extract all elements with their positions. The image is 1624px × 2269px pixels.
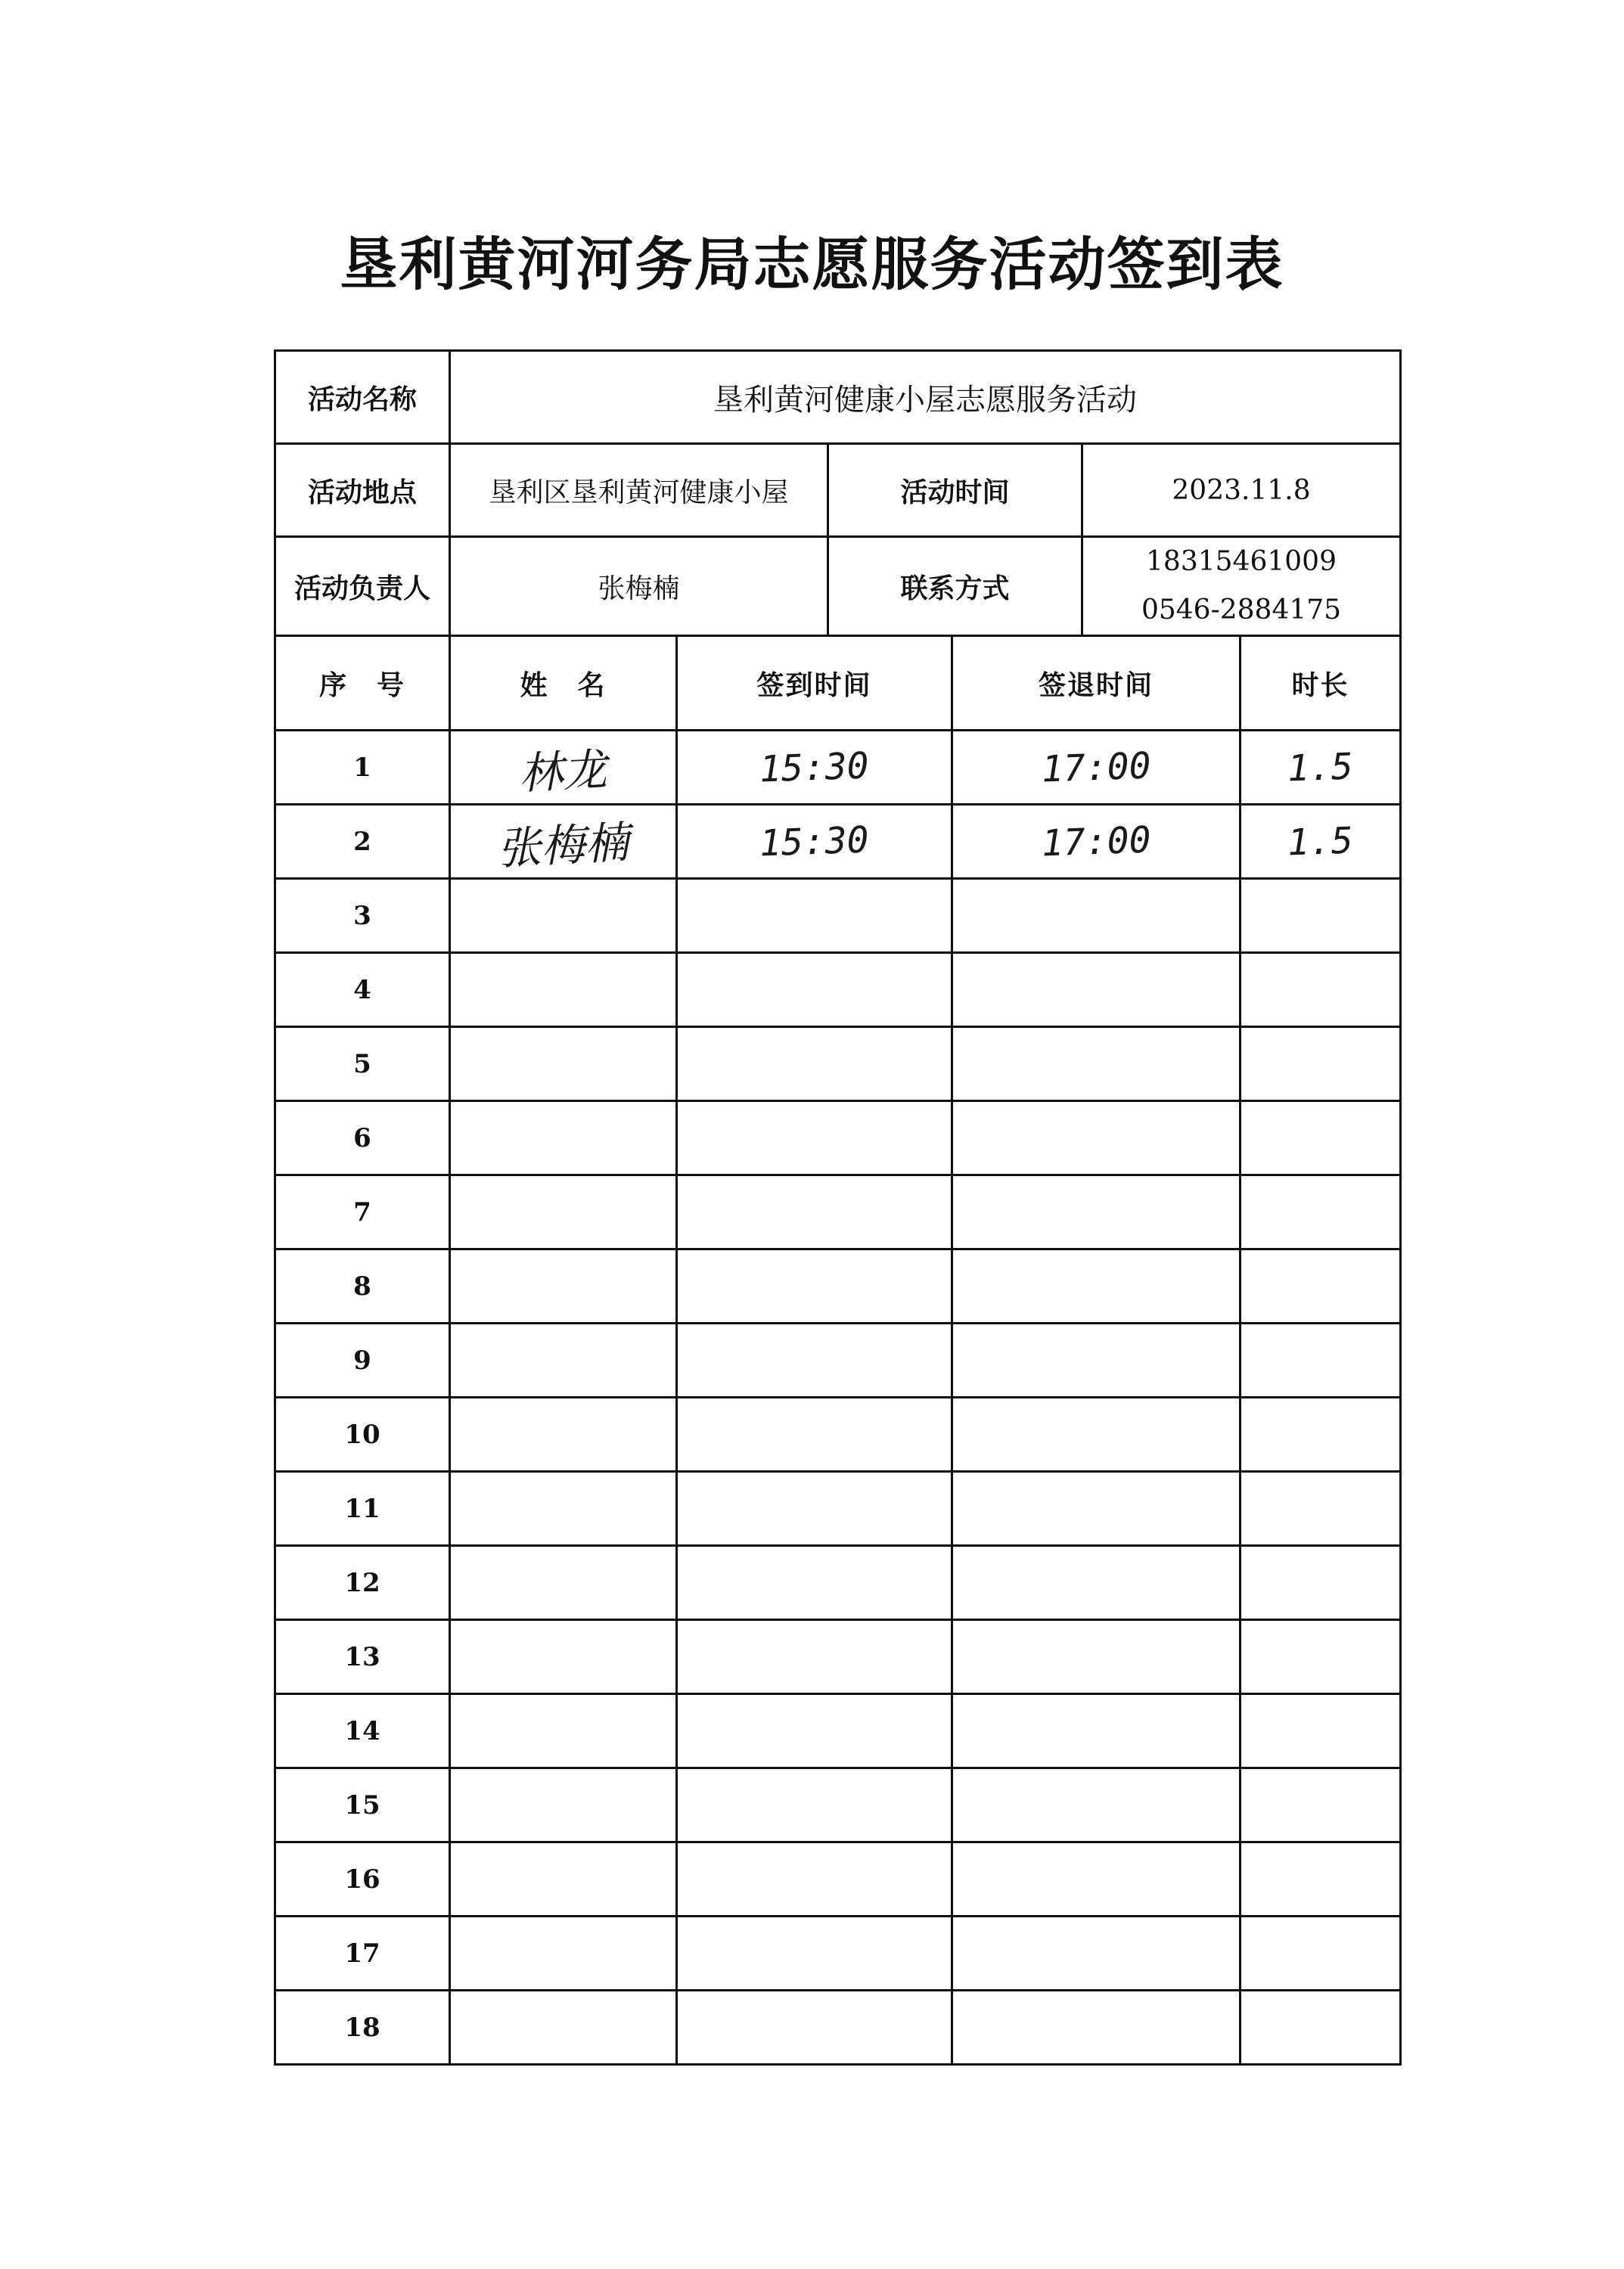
- row-index: 5: [275, 1027, 450, 1101]
- row-index: 17: [275, 1917, 450, 1991]
- row-index: 15: [275, 1768, 450, 1842]
- contact-value: [1082, 537, 1401, 636]
- row-sign-in: [677, 879, 952, 953]
- row-sign-in: [677, 1324, 952, 1398]
- row-duration: [1241, 1768, 1401, 1842]
- table-row: [275, 1324, 1401, 1398]
- col-header-duration: 时长: [1241, 636, 1401, 731]
- table-row: [275, 1398, 1401, 1472]
- row-duration: [1241, 1472, 1401, 1546]
- row-index: 2: [275, 805, 450, 879]
- row-sign-in: [677, 1991, 952, 2065]
- row-duration: [1241, 1620, 1401, 1694]
- row-sign-out: [952, 1472, 1241, 1546]
- row-duration: [1241, 1842, 1401, 1917]
- row-index: 11: [275, 1472, 450, 1546]
- activity-name-label: 活动名称: [275, 351, 450, 444]
- row-sign-in: [677, 1472, 952, 1546]
- table-row: [275, 1842, 1401, 1917]
- row-sign-in: [677, 1249, 952, 1324]
- row-duration: [1241, 1694, 1401, 1768]
- row-index: 12: [275, 1546, 450, 1620]
- row-sign-in-handwriting: 15:30: [759, 818, 870, 865]
- row-sign-in: [677, 1917, 952, 1991]
- row-index: 3: [275, 879, 450, 953]
- col-header-name: 姓 名: [450, 636, 677, 731]
- row-duration: [1241, 879, 1401, 953]
- row-sign-in-handwriting: 15:30: [759, 743, 870, 791]
- row-name: [450, 1101, 677, 1175]
- row-name: [450, 1917, 677, 1991]
- row-name: [450, 1249, 677, 1324]
- row-name: [450, 1472, 677, 1546]
- row-duration-handwriting: 1.5: [1287, 745, 1354, 790]
- row-duration-handwriting: 1.5: [1287, 819, 1354, 864]
- row-duration: [1241, 731, 1401, 805]
- table-row: [275, 1620, 1401, 1694]
- row-sign-out: [952, 1917, 1241, 1991]
- col-header-index: 序 号: [275, 636, 450, 731]
- row-index: 8: [275, 1249, 450, 1324]
- row-name: [450, 1398, 677, 1472]
- row-name-handwriting: 张梅楠: [496, 815, 631, 875]
- table-row: [275, 805, 1401, 879]
- row-index: 18: [275, 1991, 450, 2065]
- row-sign-in: [677, 805, 952, 879]
- contact-tel: 0546-2884175: [1141, 594, 1342, 625]
- row-name: [450, 1175, 677, 1249]
- row-index: 9: [275, 1324, 450, 1398]
- table-row: [275, 1175, 1401, 1249]
- row-sign-out: [952, 1324, 1241, 1398]
- row-name: [450, 1027, 677, 1101]
- row-sign-out: [952, 1620, 1241, 1694]
- table-row: [275, 1472, 1401, 1546]
- row-index: 1: [275, 731, 450, 805]
- row-name: [450, 1842, 677, 1917]
- activity-location-label: 活动地点: [275, 444, 450, 537]
- row-name-handwriting: 林龙: [518, 743, 609, 799]
- row-sign-in: [677, 1694, 952, 1768]
- row-index: 4: [275, 953, 450, 1027]
- row-duration: [1241, 1175, 1401, 1249]
- row-sign-out: [952, 879, 1241, 953]
- row-index: 14: [275, 1694, 450, 1768]
- activity-leader-row: [275, 537, 1401, 636]
- col-header-sign-in: 签到时间: [677, 636, 952, 731]
- row-sign-in: [677, 1842, 952, 1917]
- activity-name-row: [275, 351, 1401, 444]
- row-duration: [1241, 1546, 1401, 1620]
- row-duration: [1241, 1991, 1401, 2065]
- row-sign-out-handwriting: 17:00: [1040, 743, 1152, 791]
- activity-leader-value: 张梅楠: [450, 537, 828, 636]
- row-sign-out: [952, 1101, 1241, 1175]
- row-sign-out: [952, 1175, 1241, 1249]
- activity-location-value: 垦利区垦利黄河健康小屋: [450, 444, 828, 537]
- row-sign-in: [677, 953, 952, 1027]
- row-name: [450, 1546, 677, 1620]
- row-duration: [1241, 953, 1401, 1027]
- table-row: [275, 1249, 1401, 1324]
- row-sign-out: [952, 731, 1241, 805]
- activity-location-row: [275, 444, 1401, 537]
- row-index: 6: [275, 1101, 450, 1175]
- table-row: [275, 1694, 1401, 1768]
- row-sign-out: [952, 1249, 1241, 1324]
- activity-time-label: 活动时间: [828, 444, 1082, 537]
- row-duration: [1241, 1249, 1401, 1324]
- row-name: [450, 1768, 677, 1842]
- row-sign-out: [952, 1027, 1241, 1101]
- row-sign-in: [677, 1175, 952, 1249]
- row-name: [450, 805, 677, 879]
- row-sign-in: [677, 1398, 952, 1472]
- table-row: [275, 1917, 1401, 1991]
- row-name: [450, 1324, 677, 1398]
- table-row: [275, 1101, 1401, 1175]
- row-sign-in: [677, 1620, 952, 1694]
- row-sign-out: [952, 805, 1241, 879]
- row-sign-out: [952, 1768, 1241, 1842]
- table-row: [275, 1991, 1401, 2065]
- row-sign-out: [952, 1694, 1241, 1768]
- row-name: [450, 1991, 677, 2065]
- row-sign-out: [952, 1546, 1241, 1620]
- row-duration: [1241, 1917, 1401, 1991]
- table-row: [275, 1768, 1401, 1842]
- row-sign-in: [677, 1546, 952, 1620]
- contact-label: 联系方式: [828, 537, 1082, 636]
- page-title: 垦利黄河河务局志愿服务活动签到表: [340, 231, 1284, 298]
- sign-in-table: [274, 349, 1402, 2066]
- row-duration: [1241, 1027, 1401, 1101]
- table-row: [275, 953, 1401, 1027]
- row-sign-in: [677, 1101, 952, 1175]
- activity-name-value: 垦利黄河健康小屋志愿服务活动: [450, 351, 1401, 444]
- row-sign-in: [677, 1768, 952, 1842]
- column-header-row: [275, 636, 1401, 731]
- row-sign-out-handwriting: 17:00: [1040, 818, 1152, 865]
- row-name: [450, 953, 677, 1027]
- table-row: [275, 1546, 1401, 1620]
- row-name: [450, 1620, 677, 1694]
- row-duration: [1241, 1398, 1401, 1472]
- row-index: 16: [275, 1842, 450, 1917]
- row-name: [450, 1694, 677, 1768]
- table-row: [275, 1027, 1401, 1101]
- table-row: [275, 879, 1401, 953]
- row-name: [450, 731, 677, 805]
- col-header-sign-out: 签退时间: [952, 636, 1241, 731]
- activity-leader-label: 活动负责人: [275, 537, 450, 636]
- row-duration: [1241, 805, 1401, 879]
- row-sign-out: [952, 953, 1241, 1027]
- contact-phone: 18315461009: [1146, 546, 1337, 577]
- row-name: [450, 879, 677, 953]
- row-sign-out: [952, 1842, 1241, 1917]
- row-duration: [1241, 1101, 1401, 1175]
- row-sign-in: [677, 1027, 952, 1101]
- row-sign-out: [952, 1398, 1241, 1472]
- row-duration: [1241, 1324, 1401, 1398]
- row-sign-in: [677, 731, 952, 805]
- table-row: [275, 731, 1401, 805]
- row-index: 7: [275, 1175, 450, 1249]
- activity-time-value: 2023.11.8: [1082, 444, 1401, 537]
- row-index: 13: [275, 1620, 450, 1694]
- row-sign-out: [952, 1991, 1241, 2065]
- row-index: 10: [275, 1398, 450, 1472]
